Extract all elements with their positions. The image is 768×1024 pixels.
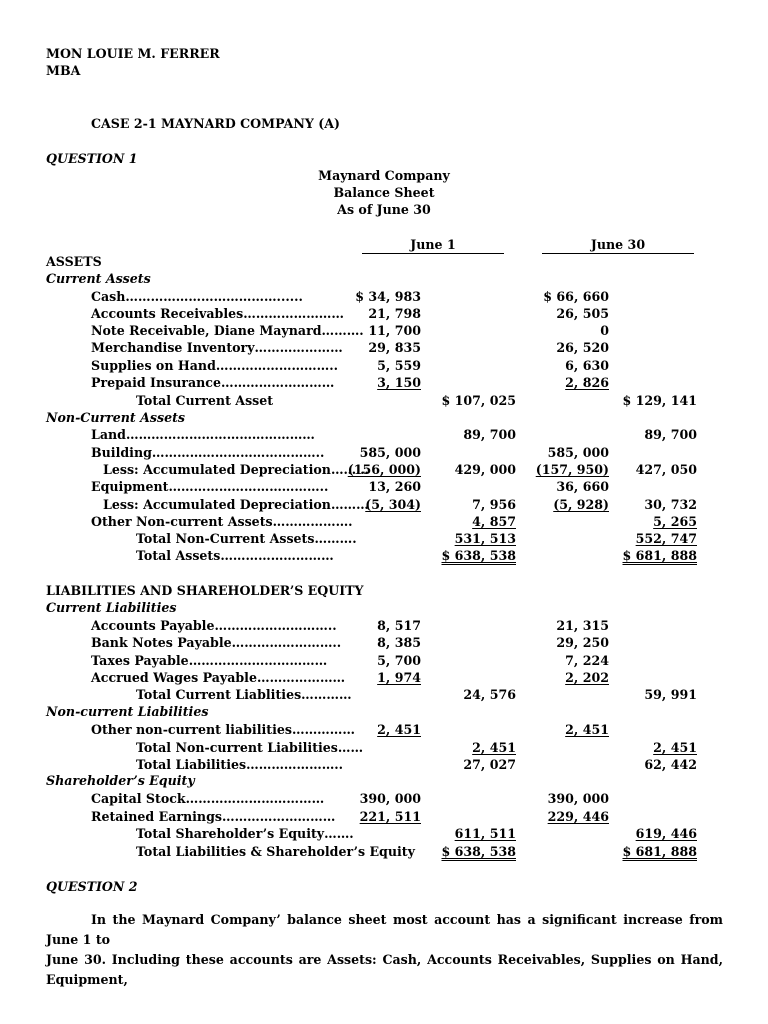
row-value-col-b: $ 638, 538 [441, 844, 516, 859]
row-label: Equipment……………………………….. [91, 479, 329, 494]
section-current-assets: Current Assets [46, 271, 151, 286]
row-label: Other Non-current Assets………………. [91, 514, 353, 529]
row-value-col-c: 29, 250 [556, 635, 609, 650]
row-value-col-d: 619, 446 [635, 826, 697, 841]
row-value-col-a: 8, 517 [377, 618, 421, 633]
section-noncurrent-assets: Non-Current Assets [46, 410, 185, 425]
row-value-col-b: 7, 956 [472, 497, 516, 512]
row-value-col-c: 21, 315 [556, 618, 609, 633]
row-value-col-a: 3, 150 [377, 375, 421, 390]
case-title: CASE 2-1 MAYNARD COMPANY (A) [91, 116, 340, 131]
row-value-col-c: (157, 950) [535, 462, 609, 477]
section-shareholders-equity: Shareholder’s Equity [46, 773, 195, 788]
row-value-col-c: 0 [600, 323, 609, 338]
row-value-col-c: 7, 224 [565, 653, 609, 668]
row-value-col-a: 29, 835 [368, 340, 421, 355]
row-value-col-a: 390, 000 [359, 791, 421, 806]
company-name: Maynard Company [318, 168, 450, 183]
section-noncurrent-liabilities: Non-current Liabilities [46, 704, 209, 719]
statement-title: Balance Sheet [333, 185, 435, 200]
row-label: Supplies on Hand……………………….. [91, 358, 338, 373]
question-1-heading: QUESTION 1 [46, 151, 138, 166]
row-value-col-b: 531, 513 [454, 531, 516, 546]
row-value-col-c: $ 66, 660 [543, 289, 609, 304]
row-label: Accrued Wages Payable………………… [91, 670, 346, 685]
row-value-col-c: 2, 826 [565, 375, 609, 390]
row-value-col-d: 5, 265 [653, 514, 697, 529]
row-label: Total Non-current Liabilities…… [136, 740, 364, 755]
section-assets: ASSETS [46, 254, 102, 269]
row-value-col-d: 62, 442 [644, 757, 697, 772]
row-value-col-d: 30, 732 [644, 497, 697, 512]
row-value-col-d: $ 681, 888 [622, 844, 697, 859]
row-value-col-c: 26, 520 [556, 340, 609, 355]
row-label: Less: Accumulated Depreciation……… [103, 497, 369, 512]
row-value-col-c: 390, 000 [547, 791, 609, 806]
author-name: MON LOUIE M. FERRER [46, 46, 220, 61]
row-label: Total Shareholder’s Equity……. [136, 826, 354, 841]
row-label: Total Non-Current Assets………. [136, 531, 357, 546]
section-liabilities-equity: LIABILITIES AND SHAREHOLDER’S EQUITY [46, 583, 364, 598]
row-value-col-c: 6, 630 [565, 358, 609, 373]
row-value-col-d: 59, 991 [644, 687, 697, 702]
row-label: Building………………………………….. [91, 445, 325, 460]
row-value-col-d: 2, 451 [653, 740, 697, 755]
row-label: Total Assets……………………… [136, 548, 334, 563]
row-value-col-a: (5, 304) [365, 497, 421, 512]
row-value-col-b: $ 107, 025 [441, 393, 516, 408]
row-value-col-c: 2, 451 [565, 722, 609, 737]
row-value-col-a: 8, 385 [377, 635, 421, 650]
row-value-col-a: 5, 700 [377, 653, 421, 668]
row-label: Total Current Asset [136, 393, 274, 408]
author-degree: MBA [46, 63, 81, 78]
row-value-col-a: 13, 260 [368, 479, 421, 494]
question-2-heading: QUESTION 2 [46, 879, 138, 894]
column-header-june-30-text: June 30 [590, 237, 646, 252]
row-label: Capital Stock…………………………… [91, 791, 325, 806]
row-value-col-a: 1, 974 [377, 670, 421, 685]
row-label: Total Liabilities………………….. [136, 757, 344, 772]
row-value-col-d: $ 129, 141 [622, 393, 697, 408]
row-value-col-a: 221, 511 [359, 809, 421, 824]
row-label: Note Receivable, Diane Maynard………. [91, 323, 364, 338]
row-label: Accounts Payable……………………….. [91, 618, 337, 633]
row-value-col-b: 89, 700 [463, 427, 516, 442]
column-header-june-1 [362, 237, 504, 254]
row-label: Total Current Liablities………… [136, 687, 352, 702]
row-label: Taxes Payable…………………………… [91, 653, 328, 668]
paragraph-line-2: June 30. Including these accounts are Assets: Cash, Accounts Receivables, Supplies on Hand, Equipment, [46, 952, 723, 987]
row-label: Other non-current liabilities…………… [91, 722, 355, 737]
row-value-col-c: 26, 505 [556, 306, 609, 321]
section-current-liabilities: Current Liabilities [46, 600, 177, 615]
row-value-col-a: 21, 798 [368, 306, 421, 321]
row-label: Cash………………………………...... [91, 289, 303, 304]
row-label: Retained Earnings……………………… [91, 809, 336, 824]
row-label: Bank Notes Payable…………………….. [91, 635, 342, 650]
row-value-col-c: 229, 446 [547, 809, 609, 824]
row-label: Land……………………………………… [91, 427, 315, 442]
column-header-june-1-text: June 1 [410, 237, 456, 252]
row-value-col-b: $ 638, 538 [441, 548, 516, 563]
paragraph-line-1: In the Maynard Company’ balance sheet most account has a significant increase from June 1 to [46, 912, 723, 947]
row-value-col-a: 11, 700 [368, 323, 421, 338]
row-label: Prepaid Insurance……………………… [91, 375, 335, 390]
row-value-col-a: $ 34, 983 [355, 289, 421, 304]
row-value-col-c: 36, 660 [556, 479, 609, 494]
row-label: Less: Accumulated Depreciation……… [103, 462, 369, 477]
row-value-col-d: 89, 700 [644, 427, 697, 442]
row-value-col-d: $ 681, 888 [622, 548, 697, 563]
row-value-col-c: 585, 000 [547, 445, 609, 460]
row-value-col-b: 429, 000 [454, 462, 516, 477]
row-value-col-a: 585, 000 [359, 445, 421, 460]
row-value-col-d: 552, 747 [635, 531, 697, 546]
row-value-col-a: 5, 559 [377, 358, 421, 373]
row-value-col-b: 27, 027 [463, 757, 516, 772]
answer-paragraph [46, 910, 723, 990]
column-header-june-30 [542, 237, 694, 254]
row-value-col-c: (5, 928) [553, 497, 609, 512]
row-value-col-a: 2, 451 [377, 722, 421, 737]
row-value-col-d: 427, 050 [635, 462, 697, 477]
row-value-col-c: 2, 202 [565, 670, 609, 685]
row-label: Total Liabilities & Shareholder’s Equity [136, 844, 415, 859]
row-label: Merchandise Inventory………………… [91, 340, 343, 355]
row-value-col-b: 611, 511 [454, 826, 516, 841]
statement-date: As of June 30 [337, 202, 431, 217]
row-value-col-b: 24, 576 [463, 687, 516, 702]
row-label: Accounts Receivables…………………… [91, 306, 344, 321]
row-value-col-b: 2, 451 [472, 740, 516, 755]
row-value-col-a: (156, 000) [347, 462, 421, 477]
row-value-col-b: 4, 857 [472, 514, 516, 529]
